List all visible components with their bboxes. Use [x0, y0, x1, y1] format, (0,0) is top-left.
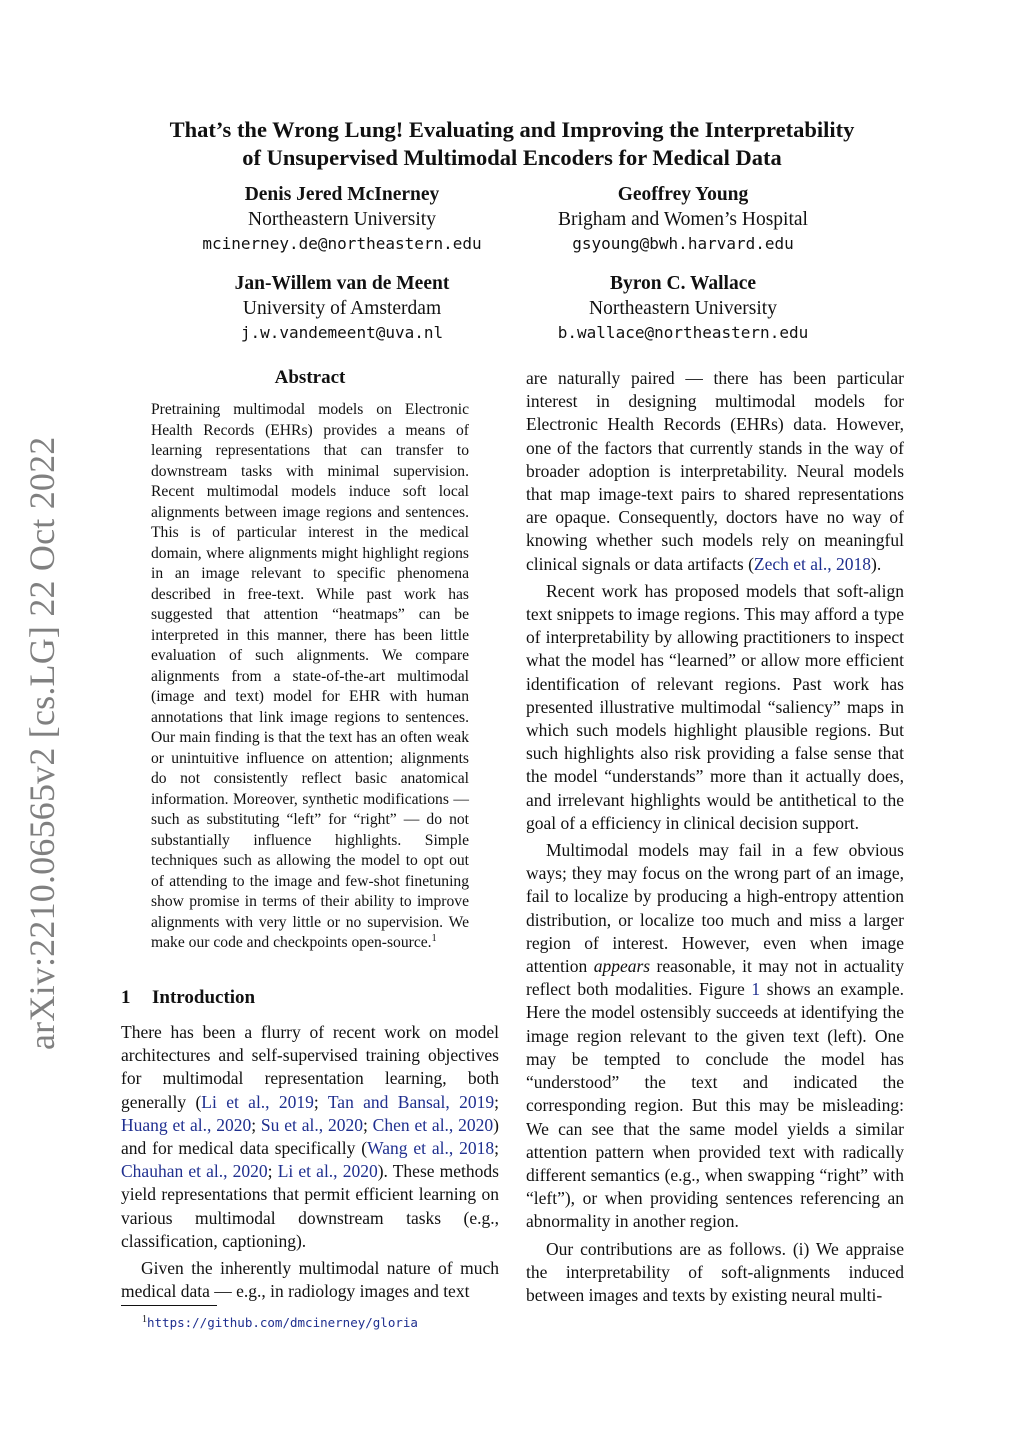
author-affiliation: Northeastern University: [248, 209, 436, 230]
author-email[interactable]: mcinerney.de@northeastern.edu: [202, 234, 482, 253]
intro-paragraph-5: Our contributions are as follows. (i) We appraise the interpretability of soft-alignments induced between images and texts by existing neural multi-: [526, 1238, 904, 1305]
citation-link[interactable]: Wang et al., 2018: [367, 1138, 495, 1159]
author-affiliation: Northeastern University: [589, 298, 777, 319]
citation-link[interactable]: Zech et al., 2018: [753, 553, 872, 574]
title-line-2: of Unsupervised Multimodal Encoders for Medical Data: [242, 145, 782, 170]
intro-paragraph-4: Multimodal models may fail in a few obvious ways; they may focus on the wrong part of an image, fail to localize by producing a high-entropy attention distribution, or localize too much and miss a larger region of interest. However, even when image attention appears reasonable, it may not in actuality reflect both modalities. Figure 1 shows an example. Here the model ostensibly succeeds at identifying the image region relevant to the given text (left). One may be tempted to conclude the model has “understood” the text and indicated the corresponding region. But this may be misleading: We can see that the same model yields a similar attention pattern when provided text with radically different semantics (e.g., when swapping “right” with “left”), or when providing sentences referencing an abnormality in another region.: [526, 840, 905, 1232]
citation-link[interactable]: Tan and Bansal, 2019: [327, 1091, 495, 1112]
author-name: Geoffrey Young: [617, 184, 749, 205]
left-column-text: [121, 1021, 499, 1303]
author-email[interactable]: j.w.vandemeent@uva.nl: [240, 323, 444, 342]
citation-link[interactable]: Su et al., 2020: [260, 1114, 363, 1135]
author-affiliation: University of Amsterdam: [242, 298, 442, 319]
author-block-2: [493, 182, 873, 256]
citation-link[interactable]: Chen et al., 2020: [372, 1114, 494, 1135]
citation-link[interactable]: Huang et al., 2020: [121, 1114, 252, 1135]
citation-link[interactable]: Li et al., 2020: [277, 1161, 378, 1182]
section-number: 1: [121, 987, 131, 1008]
right-column-text: [526, 367, 904, 1307]
author-name: Byron C. Wallace: [609, 273, 757, 294]
emphasis: appears: [593, 956, 651, 977]
author-email[interactable]: gsyoung@bwh.harvard.edu: [572, 234, 794, 253]
author-block-3: [152, 271, 532, 345]
abstract-heading: Abstract: [274, 367, 346, 388]
intro-paragraph-2-cont: are naturally paired — there has been particular interest in designing multimodal models for Electronic Health Records (EHRs) data. However, one of the factors that currently stands in the way of broader adoption is interpretability. Neural models that map image-text pairs to shared representations are opaque. Consequently, doctors have no way of knowing whether such models rely on meaningful clinical signals or data artifacts (Zech et al., 2018).: [526, 368, 904, 574]
arxiv-identifier: arXiv:2210.06565v2 [cs.LG] 22 Oct 2022: [22, 436, 62, 1050]
author-email[interactable]: b.wallace@northeastern.edu: [557, 323, 809, 342]
footnote-mark: 1: [142, 1314, 147, 1325]
abstract-text: Pretraining multimodal models on Electronic Health Records (EHRs) provides a means of learning representations that can transfer to downstream tasks with minimal supervision. Recent multimodal models induce soft local alignments between image regions and sentences. This is of particular interest in the medical domain, where alignments might highlight regions in an image relevant to specific phenomena described in free-text. While past work has suggested that attention “heatmaps” can be interpreted in this manner, there has been little evaluation of such alignments. We compare alignments from a state-of-the-art multimodal (image and text) model for EHR with human annotations that link image regions to sentences. Our main finding is that the text has an often weak or unintuitive influence on attention; alignments do not consistently reflect basic anatomical information. Moreover, synthetic modifications — such as substituting “left” for “right” — do not substantially influence highlights. Simple techniques such as allowing the model to opt out of attending to the image and few-shot finetuning show promise in terms of their ability to improve alignments with very little or no supervision. We make our code and checkpoints open-source.$^1$: [151, 401, 469, 951]
title-line-1: That’s the Wrong Lung! Evaluating and Improving the Interpretability: [169, 117, 855, 142]
intro-paragraph-1: There has been a flurry of recent work on model architectures and self-supervised training objectives for multimodal representation learning, both generally (Li et al., 2019; Tan and Bansal, 2019; Huang et al., 2020; Su et al., 2020; Chen et al., 2020) and for medical data specifically (Wang et al., 2018; Chauhan et al., 2020; Li et al., 2020). These methods yield representations that permit efficient learning on various multimodal downstream tasks (e.g., classification, captioning).: [121, 1022, 500, 1251]
intro-paragraph-2-start: Given the inherently multimodal nature of much medical data — e.g., in radiology images and text: [121, 1258, 499, 1302]
author-name: Denis Jered McInerney: [244, 184, 440, 205]
footnote-divider: [121, 1305, 217, 1306]
author-block-1: [152, 182, 532, 256]
footnote-url-link[interactable]: https://github.com/dmcinerney/gloria: [147, 1315, 418, 1331]
paper-title: [100, 116, 924, 172]
footnote-ref[interactable]: 1: [431, 932, 437, 944]
intro-paragraph-3: Recent work has proposed models that soft-align text snippets to image regions. This may afford a type of interpretability by allowing practitioners to inspect what the model has “learned” or allow more efficient identification of relevant regions. Past work has presented illustrative multimodal “saliency” maps in which such models highlight plausible regions. But such highlights also risk providing a false sense that the model “understands” more than it actually does, and irrelevant highlights would be antithetical to the goal of a efficiency in clinical decision support.: [526, 580, 904, 833]
citation-link[interactable]: Chauhan et al., 2020: [121, 1161, 268, 1182]
author-name: Jan-Willem van de Meent: [234, 273, 450, 294]
section-heading-introduction: [121, 986, 255, 1010]
section-title: Introduction: [152, 987, 256, 1008]
citation-link[interactable]: Li et al., 2019: [201, 1091, 314, 1112]
footnote: [142, 1311, 418, 1332]
author-block-4: [493, 271, 873, 345]
figure-ref-link[interactable]: 1: [751, 979, 761, 1000]
author-affiliation: Brigham and Women’s Hospital: [558, 209, 808, 230]
